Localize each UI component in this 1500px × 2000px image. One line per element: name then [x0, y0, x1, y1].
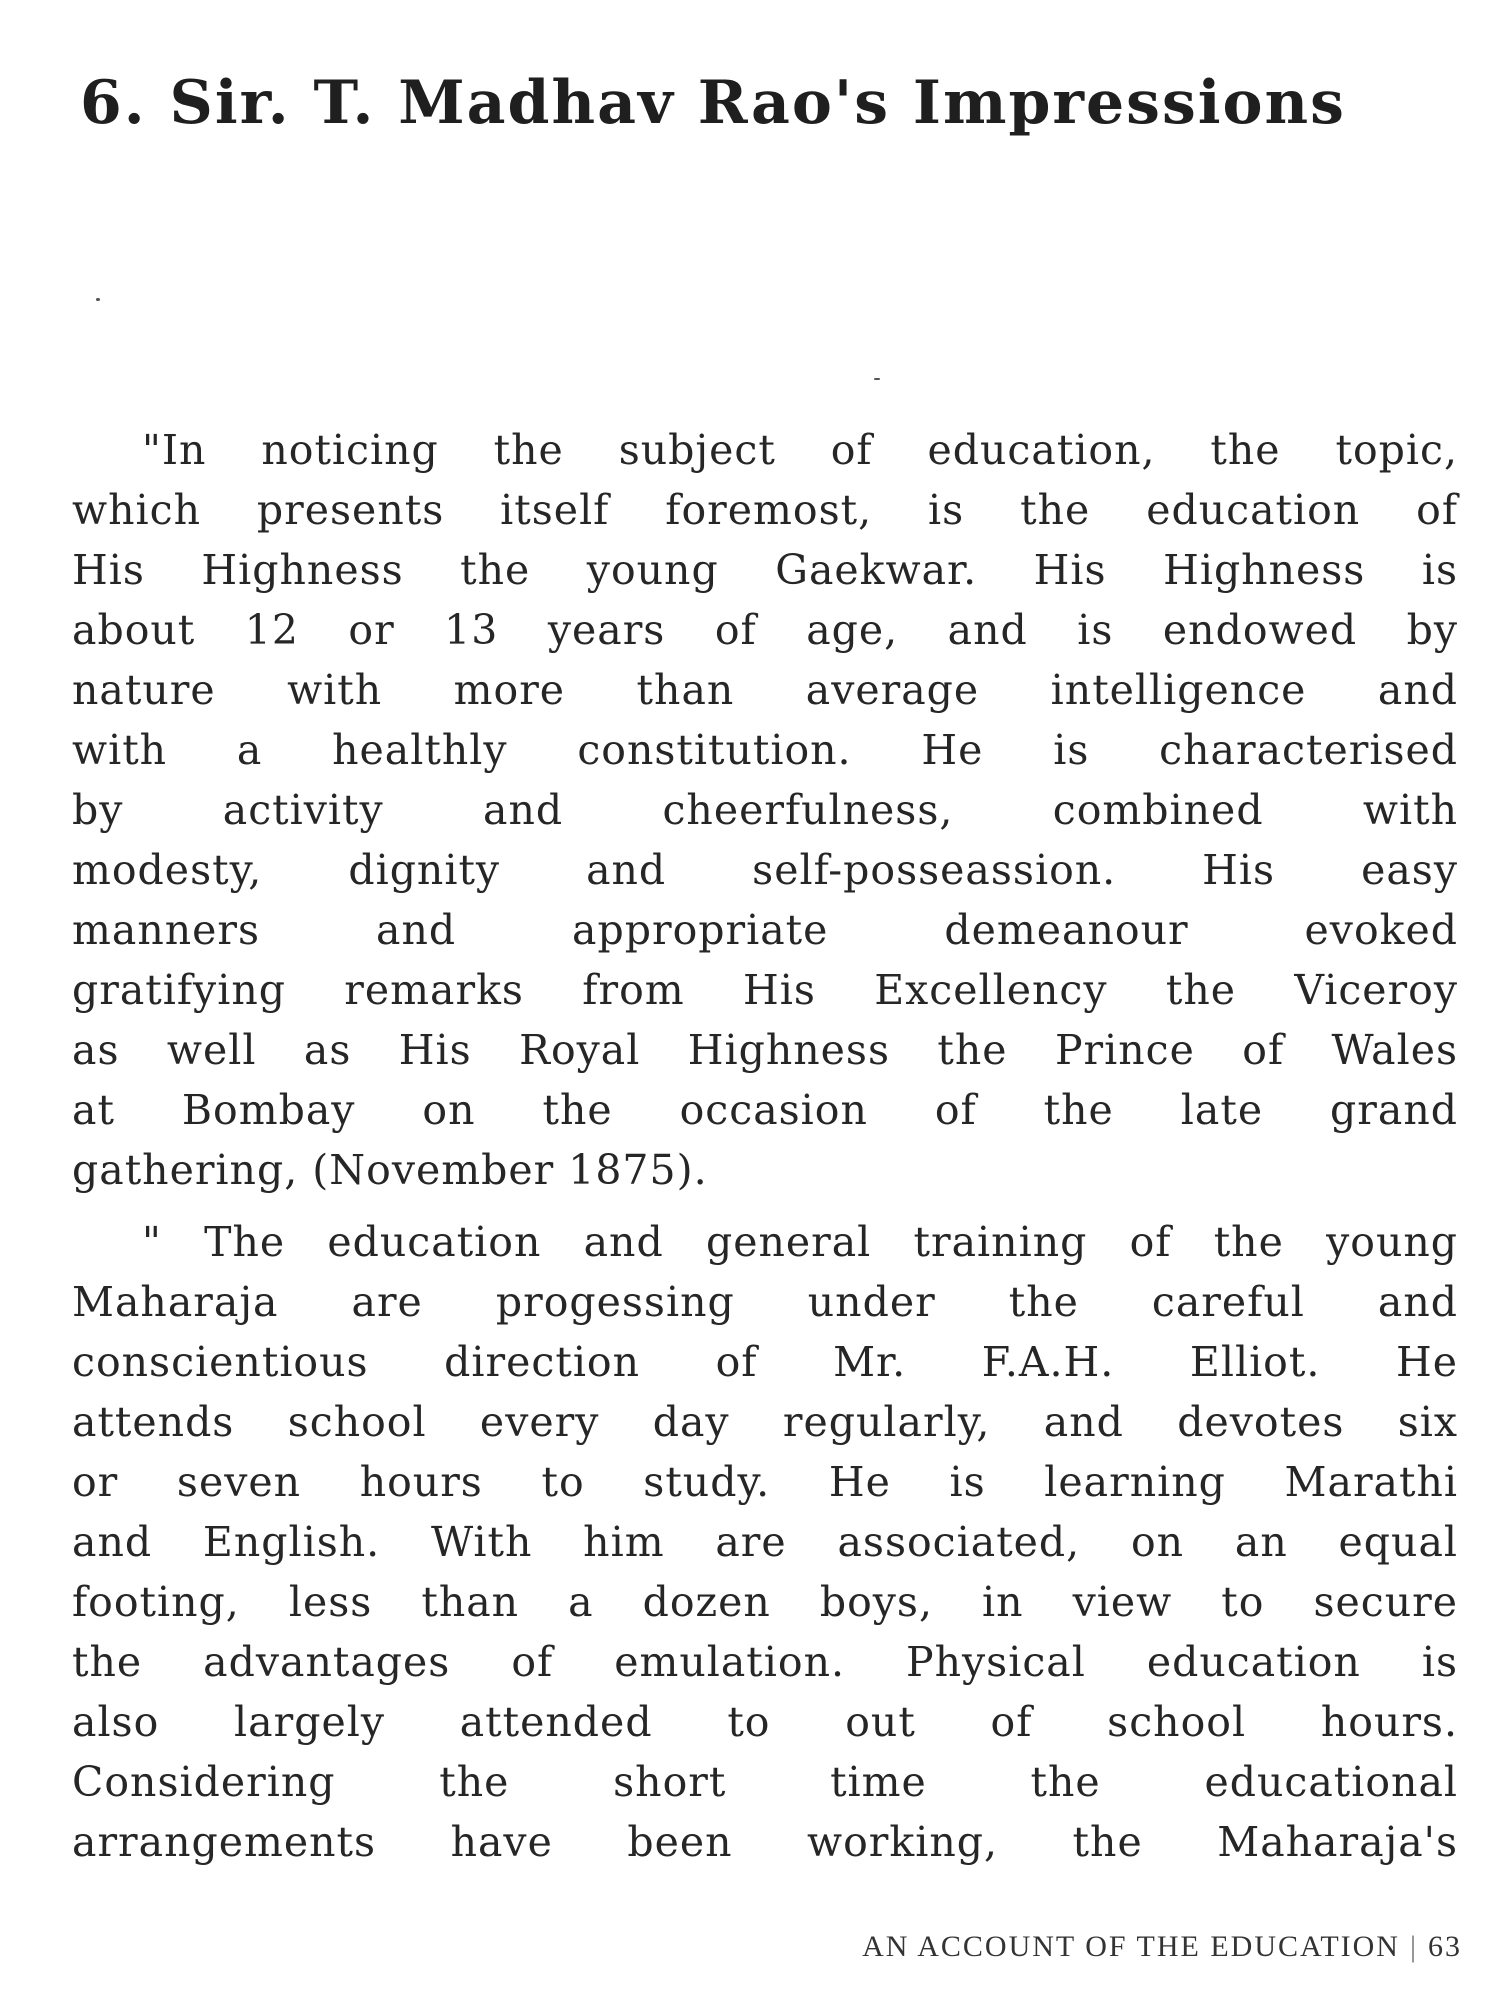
text-line: Considering the short time the educational — [72, 1758, 1458, 1806]
paragraph-1 — [72, 420, 1458, 1200]
text-line: "In noticing the subject of education, the topic, — [142, 426, 1458, 474]
footer-separator: | — [1409, 1930, 1418, 1963]
text-line: at Bombay on the occasion of the late grand — [72, 1086, 1458, 1134]
text-line: Maharaja are progessing under the careful and — [72, 1278, 1458, 1326]
text-line: conscientious direction of Mr. F.A.H. Elliot. He — [72, 1338, 1458, 1386]
text-line: with a healthly constitution. He is characterised — [72, 726, 1458, 774]
text-line: manners and appropriate demeanour evoked — [72, 906, 1458, 954]
scan-speck — [874, 378, 880, 380]
text-line: attends school every day regularly, and devotes six — [72, 1398, 1458, 1446]
text-line: gathering, (November 1875). — [72, 1146, 708, 1194]
text-line: and English. With him are associated, on an equal — [72, 1518, 1458, 1566]
text-line: which presents itself foremost, is the education of — [72, 486, 1458, 534]
page-number: 63 — [1428, 1930, 1462, 1963]
text-line: the advantages of emulation. Physical education is — [72, 1638, 1458, 1686]
text-line: also largely attended to out of school hours. — [72, 1698, 1458, 1746]
text-line: or seven hours to study. He is learning Marathi — [72, 1458, 1458, 1506]
text-line: footing, less than a dozen boys, in view to secure — [72, 1578, 1458, 1626]
page-footer — [862, 1930, 1462, 1964]
text-line: gratifying remarks from His Excellency the Viceroy — [72, 966, 1458, 1014]
text-line: arrangements have been working, the Maharaja's — [72, 1818, 1458, 1866]
running-head: AN ACCOUNT OF THE EDUCATION — [862, 1930, 1400, 1963]
text-line: " The education and general training of the young — [142, 1218, 1458, 1266]
paragraph-2 — [72, 1212, 1458, 1872]
scan-speck — [96, 298, 100, 301]
text-line: as well as His Royal Highness the Prince of Wales — [72, 1026, 1458, 1074]
text-line: nature with more than average intelligence and — [72, 666, 1458, 714]
text-line: modesty, dignity and self-posseassion. His easy — [72, 846, 1458, 894]
body-text — [72, 420, 1458, 1872]
text-line: by activity and cheerfulness, combined with — [72, 786, 1458, 834]
chapter-title: 6. Sir. T. Madhav Rao's Impressions — [80, 68, 1346, 138]
text-line: His Highness the young Gaekwar. His Highness is — [72, 546, 1458, 594]
text-line: about 12 or 13 years of age, and is endowed by — [72, 606, 1458, 654]
